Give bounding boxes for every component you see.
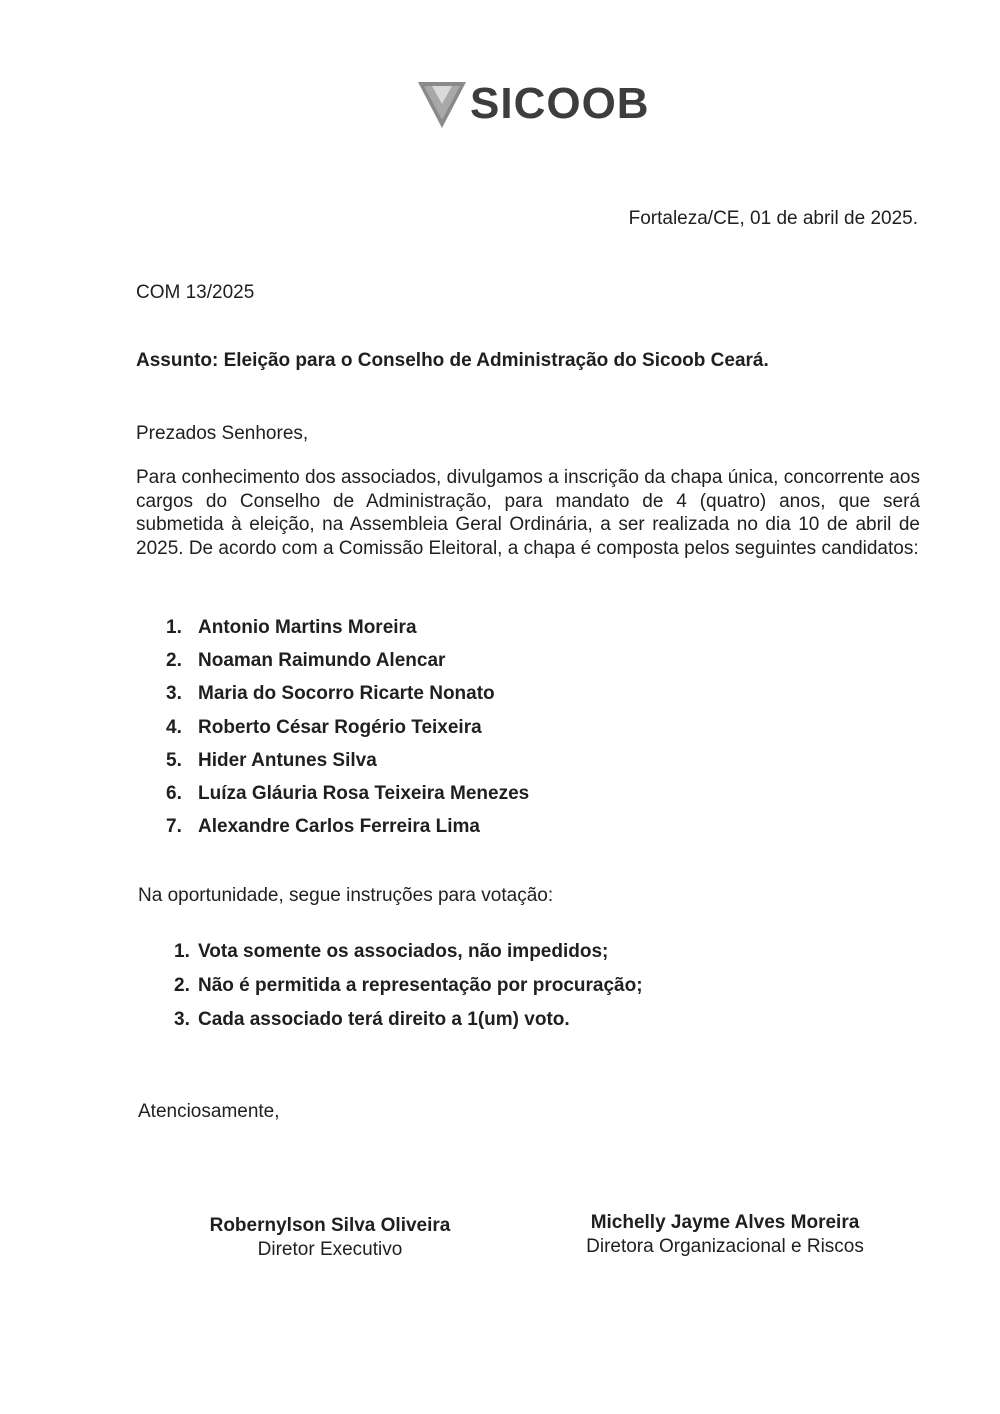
- signature-block-executive: [190, 1214, 470, 1262]
- list-item: 4. Roberto César Rogério Teixeira: [166, 716, 482, 738]
- list-item: 2. Não é permitida a representação por procuração;: [174, 975, 643, 996]
- instruction-list: [174, 940, 643, 1042]
- signatory-name: Robernylson Silva Oliveira: [209, 1215, 451, 1236]
- list-item: 7. Alexandre Carlos Ferreira Lima: [166, 816, 480, 838]
- list-item: 3. Maria do Socorro Ricarte Nonato: [166, 683, 495, 705]
- letter-body: Para conhecimento dos associados, divulgamos a inscrição da chapa única, concorrente aos cargos do Conselho de Administração, para mandato de 4 (quatro) anos, que será submetida à eleição, na Assembleia Geral Ordinária, a ser realizada no dia 10 de abril de 2025. De acordo com a Comissão Eleitoral, a chapa é composta pelos seguintes candidatos:: [136, 467, 920, 559]
- list-item: 3. Cada associado terá direito a 1(um) voto.: [174, 1009, 570, 1030]
- signatory-title: Diretora Organizacional e Riscos: [586, 1236, 864, 1257]
- list-item: 5. Hider Antunes Silva: [166, 749, 377, 771]
- list-item: 6. Luíza Gláuria Rosa Teixeira Menezes: [166, 782, 530, 804]
- letter-greeting: Prezados Senhores,: [136, 423, 309, 444]
- list-item: 1. Antonio Martins Moreira: [166, 617, 417, 638]
- signatory-name: Michelly Jayme Alves Moreira: [590, 1212, 860, 1233]
- letter-closing: Atenciosamente,: [138, 1101, 280, 1122]
- sicoob-triangle-icon: [418, 80, 468, 130]
- signature-block-organizational: [560, 1211, 890, 1259]
- candidate-list: [166, 616, 529, 848]
- list-item: 1. Vota somente os associados, não impedidos;: [174, 941, 609, 962]
- sicoob-logo: [418, 78, 650, 134]
- letter-date: Fortaleza/CE, 01 de abril de 2025.: [628, 208, 918, 229]
- letter-reference: COM 13/2025: [136, 282, 255, 303]
- logo-wordmark: SICOOB: [470, 79, 650, 128]
- signatory-title: Diretor Executivo: [257, 1239, 403, 1260]
- instructions-intro: Na oportunidade, segue instruções para votação:: [138, 885, 554, 906]
- letter-subject: Assunto: Eleição para o Conselho de Administração do Sicoob Ceará.: [136, 350, 769, 371]
- list-item: 2. Noaman Raimundo Alencar: [166, 650, 446, 672]
